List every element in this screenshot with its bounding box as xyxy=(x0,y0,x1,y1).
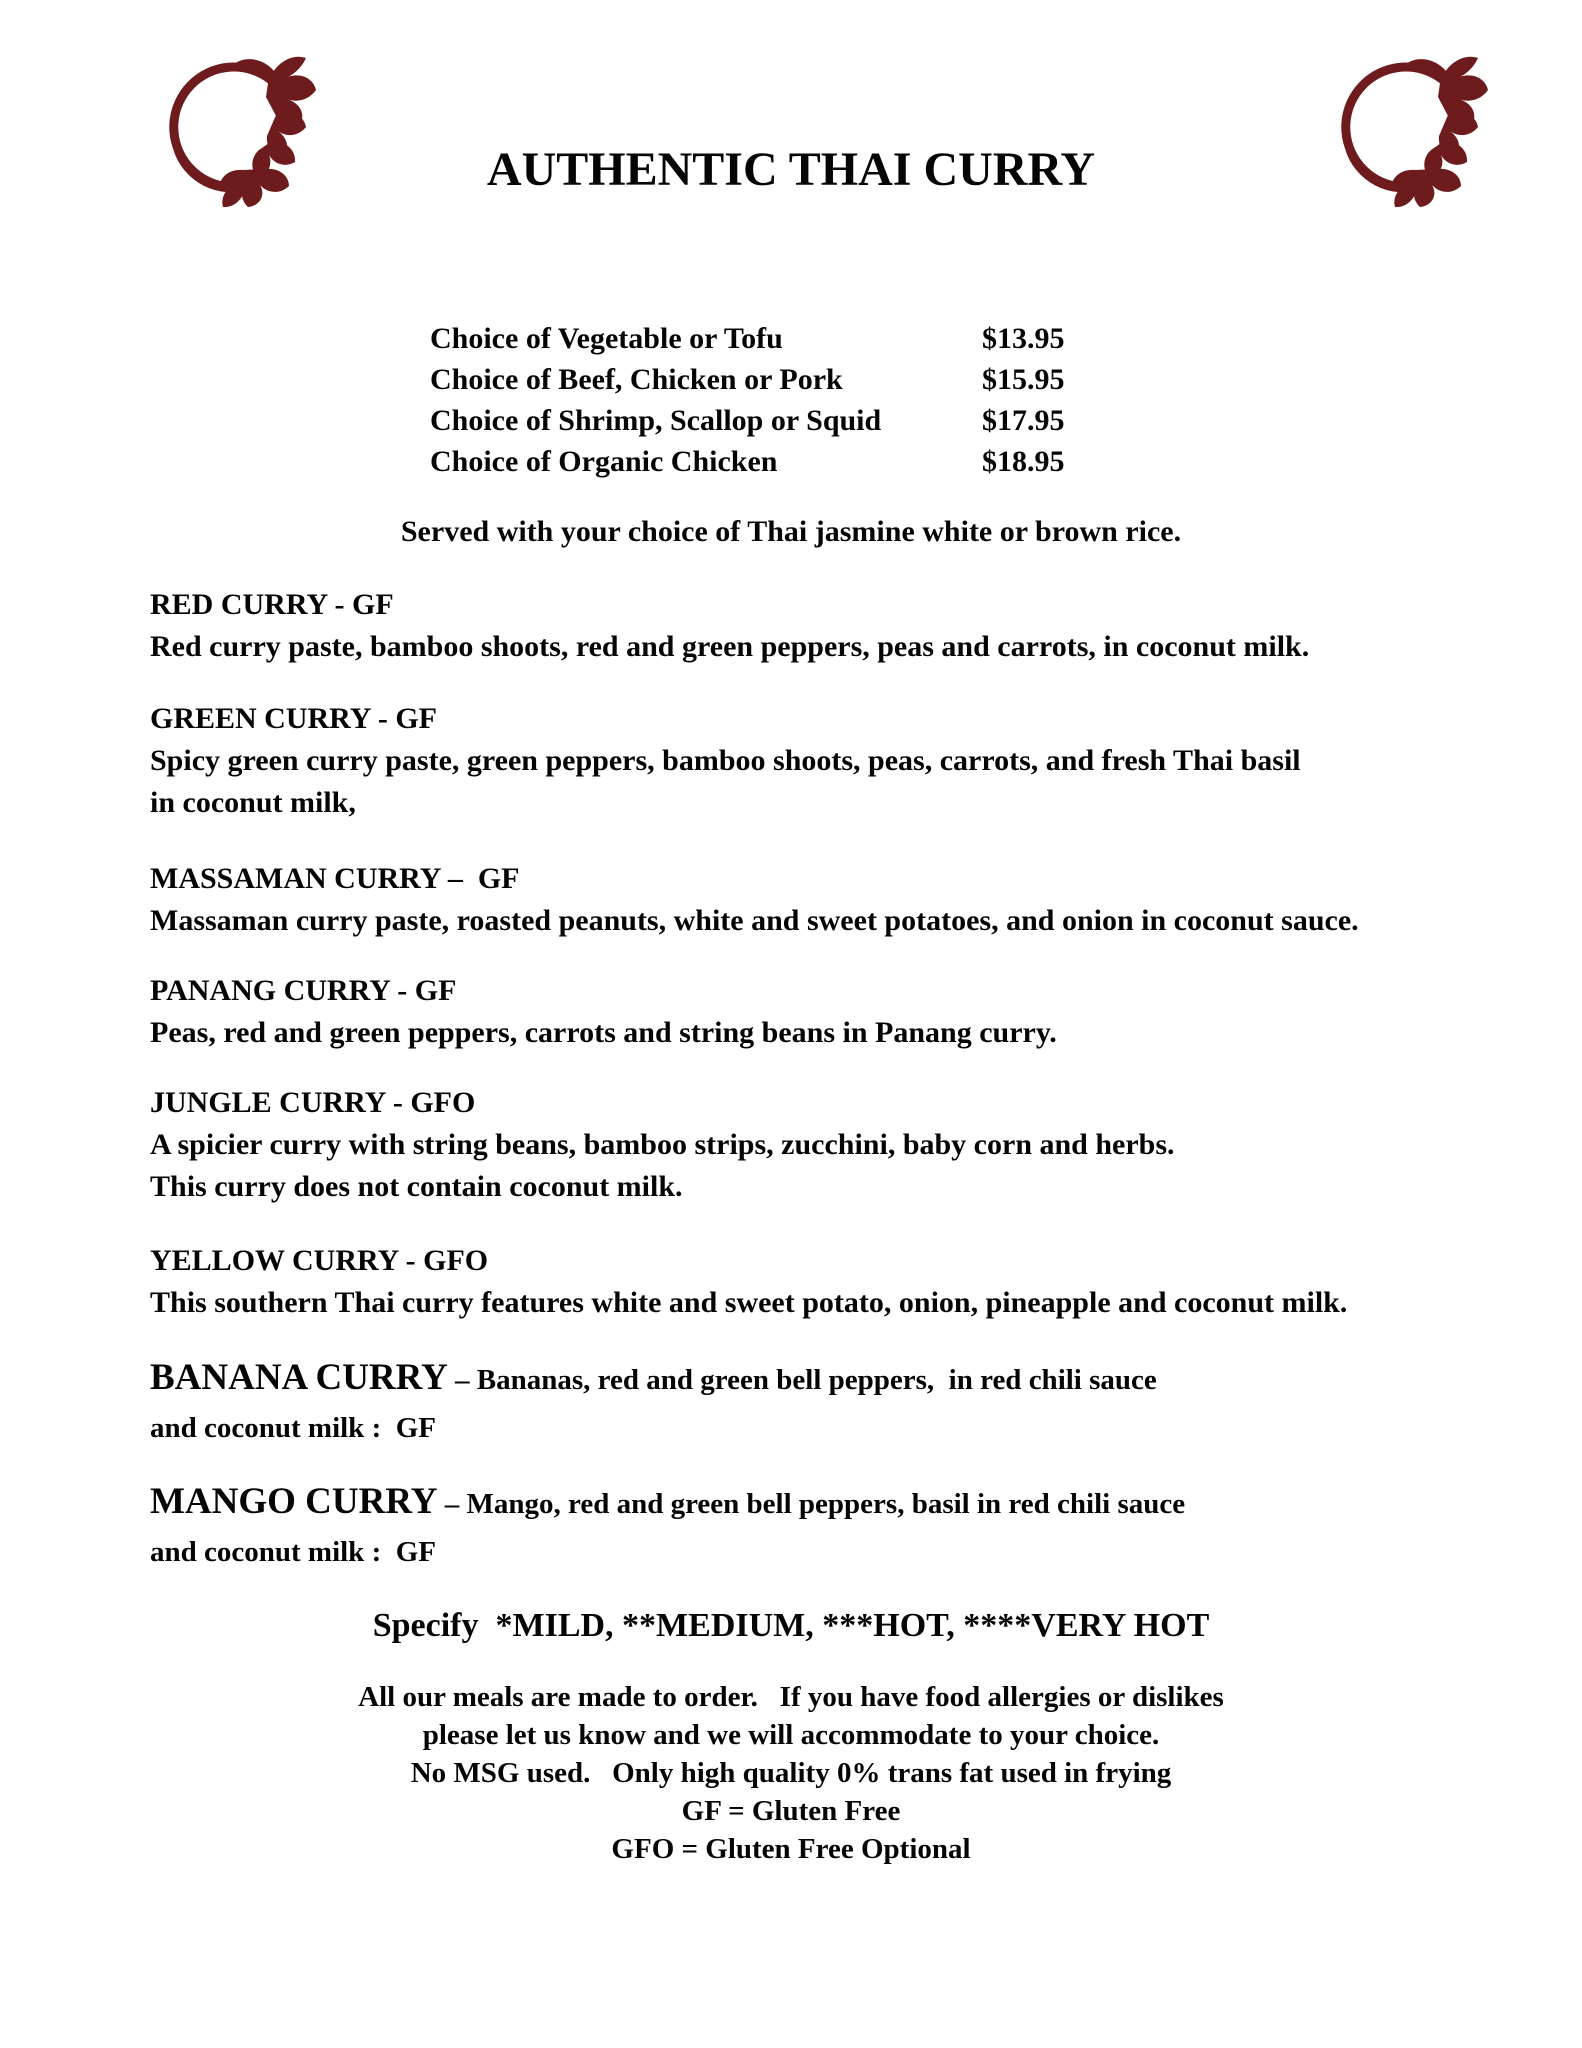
featured-description: and coconut milk : GF xyxy=(150,1536,436,1568)
featured-name: MANGO CURRY xyxy=(150,1481,438,1522)
section-heading: GREEN CURRY - GF xyxy=(150,702,437,735)
section-heading: RED CURRY - GF xyxy=(150,588,394,621)
page-title: AUTHENTIC THAI CURRY xyxy=(486,143,1096,196)
price-row xyxy=(430,400,1130,441)
menu-section-yellow-curry xyxy=(150,1240,1440,1324)
section-description: This curry does not contain coconut milk. xyxy=(150,1170,683,1203)
footer-note-line: All our meals are made to order. If you have food allergies or dislikes xyxy=(358,1681,1224,1713)
menu-section-green-curry xyxy=(150,698,1440,824)
price-row xyxy=(430,441,1130,482)
section-heading: PANANG CURRY - GF xyxy=(150,974,457,1007)
featured-name: BANANA CURRY xyxy=(150,1357,448,1398)
menu-section-massaman-curry xyxy=(150,858,1440,942)
section-description: Massaman curry paste, roasted peanuts, white and sweet potatoes, and onion in coconut sauce. xyxy=(150,904,1359,937)
price-list xyxy=(430,318,1130,482)
price-row-price: $17.95 xyxy=(982,404,1065,437)
price-row-label: Choice of Vegetable or Tofu xyxy=(430,322,783,355)
price-row-price: $15.95 xyxy=(982,363,1065,396)
footer-note-line: please let us know and we will accommodate to your choice. xyxy=(422,1719,1160,1751)
menu-section-banana-curry xyxy=(150,1352,1470,1450)
featured-line xyxy=(150,1352,1470,1406)
section-description: in coconut milk, xyxy=(150,786,356,819)
footer-note-line: No MSG used. Only high quality 0% trans fat used in frying xyxy=(410,1757,1172,1789)
price-row-label: Choice of Beef, Chicken or Pork xyxy=(430,363,843,396)
section-description: A spicier curry with string beans, bamboo strips, zucchini, baby corn and herbs. xyxy=(150,1128,1175,1161)
footer-note-line: GF = Gluten Free xyxy=(681,1795,901,1827)
section-heading: YELLOW CURRY - GFO xyxy=(150,1244,489,1277)
footer-notes xyxy=(0,1678,1582,1868)
section-heading: JUNGLE CURRY - GFO xyxy=(150,1086,476,1119)
menu-section-mango-curry xyxy=(150,1476,1470,1574)
section-heading: MASSAMAN CURRY – GF xyxy=(150,862,520,895)
menu-section-jungle-curry xyxy=(150,1082,1440,1208)
section-description: Spicy green curry paste, green peppers, bamboo shoots, peas, carrots, and fresh Thai basil xyxy=(150,744,1301,777)
featured-line xyxy=(150,1476,1470,1530)
featured-description: – Mango, red and green bell peppers, basil in red chili sauce xyxy=(437,1488,1186,1520)
footer-note-line: GFO = Gluten Free Optional xyxy=(611,1833,971,1865)
price-row-label: Choice of Organic Chicken xyxy=(430,445,778,478)
menu-section-panang-curry xyxy=(150,970,1440,1054)
price-row-price: $18.95 xyxy=(982,445,1065,478)
spice-level-note: Specify *MILD, **MEDIUM, ***HOT, ****VERY HOT xyxy=(372,1607,1210,1644)
menu-section-red-curry xyxy=(150,584,1440,668)
price-row xyxy=(430,359,1130,400)
featured-description: – Bananas, red and green bell peppers, in red chili sauce xyxy=(447,1364,1157,1396)
section-description: Red curry paste, bamboo shoots, red and green peppers, peas and carrots, in coconut milk. xyxy=(150,630,1310,663)
price-row xyxy=(430,318,1130,359)
price-row-price: $13.95 xyxy=(982,322,1065,355)
price-row-label: Choice of Shrimp, Scallop or Squid xyxy=(430,404,882,437)
rice-note: Served with your choice of Thai jasmine white or brown rice. xyxy=(400,515,1182,548)
featured-description: and coconut milk : GF xyxy=(150,1412,436,1444)
section-description: This southern Thai curry features white and sweet potato, onion, pineapple and coconut milk. xyxy=(150,1286,1348,1319)
section-description: Peas, red and green peppers, carrots and string beans in Panang curry. xyxy=(150,1016,1057,1049)
